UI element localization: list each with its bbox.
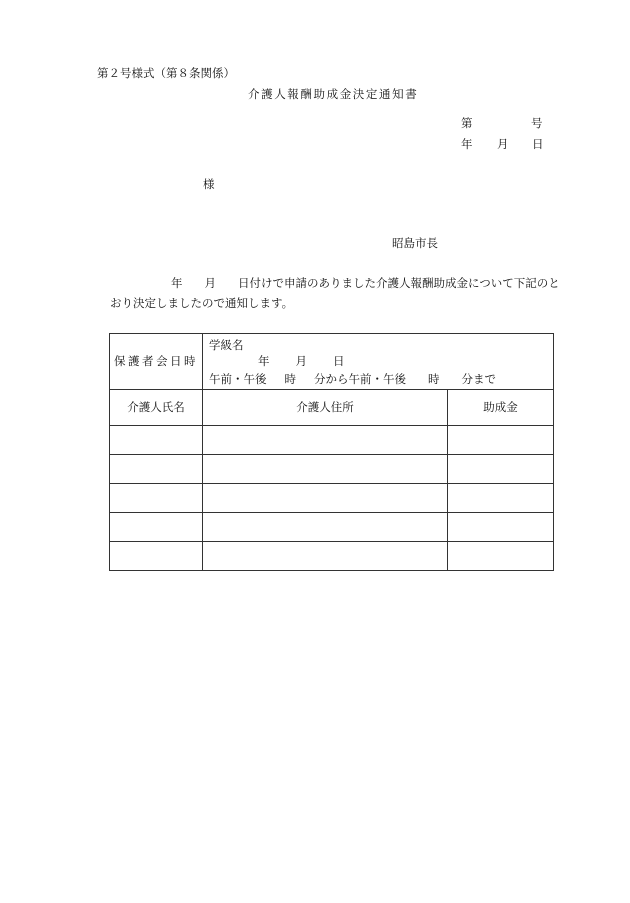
recipient-honorific: 様 — [203, 177, 215, 191]
caregiver-address-cell — [203, 513, 448, 542]
end-hour: 時 — [428, 372, 440, 386]
column-header-row — [110, 390, 554, 426]
start-ampm: 午前・午後 — [209, 372, 267, 386]
grant-amount-cell — [448, 426, 554, 455]
column-caregiver-name: 介護人氏名 — [110, 390, 203, 426]
sender-name: 昭島市長 — [392, 236, 438, 250]
grant-amount-cell — [448, 513, 554, 542]
table-row — [110, 426, 554, 455]
caregiver-name-cell — [110, 484, 203, 513]
column-grant-amount: 助成金 — [448, 390, 554, 426]
meeting-date — [258, 356, 345, 368]
caregiver-address-cell — [203, 426, 448, 455]
issue-date-year: 年 — [461, 137, 473, 151]
body-year: 年 — [171, 276, 183, 290]
table-row — [110, 542, 554, 571]
grant-table — [109, 333, 554, 571]
caregiver-address-cell — [203, 455, 448, 484]
body-month: 月 — [204, 276, 216, 290]
meeting-year: 年 — [258, 354, 270, 368]
class-name-label: 学級名 — [209, 338, 244, 352]
document-number-suffix: 号 — [531, 116, 543, 130]
issue-date-month: 月 — [497, 137, 509, 151]
caregiver-name-cell — [110, 513, 203, 542]
start-hour: 時 — [284, 372, 296, 386]
meeting-label: 保護者会日時 — [110, 334, 203, 390]
issue-date-day: 日 — [532, 137, 544, 151]
meeting-time — [209, 374, 496, 386]
caregiver-address-cell — [203, 542, 448, 571]
body-text-line-2: おり決定しましたので通知します。 — [110, 296, 294, 310]
caregiver-name-cell — [110, 542, 203, 571]
grant-amount-cell — [448, 542, 554, 571]
caregiver-name-cell — [110, 455, 203, 484]
document-number-prefix: 第 — [461, 116, 473, 130]
table-row — [110, 455, 554, 484]
meeting-row — [110, 334, 554, 390]
column-caregiver-address: 介護人住所 — [203, 390, 448, 426]
meeting-details — [203, 334, 554, 390]
table-row — [110, 484, 554, 513]
table-row — [110, 513, 554, 542]
form-number: 第２号様式（第８条関係） — [97, 66, 235, 80]
caregiver-address-cell — [203, 484, 448, 513]
caregiver-name-cell — [110, 426, 203, 455]
meeting-day: 日 — [333, 354, 345, 368]
body-text-line-1 — [171, 278, 560, 290]
grant-amount-cell — [448, 455, 554, 484]
document-title: 介護人報酬助成金決定通知書 — [248, 87, 419, 101]
end-minute-until: 分まで — [461, 372, 496, 386]
grant-amount-cell — [448, 484, 554, 513]
meeting-month: 月 — [295, 354, 307, 368]
start-minute-from: 分から午前・午後 — [314, 372, 406, 386]
body-line1-rest: 日付けで申請のありました介護人報酬助成金について下記のと — [238, 276, 560, 290]
